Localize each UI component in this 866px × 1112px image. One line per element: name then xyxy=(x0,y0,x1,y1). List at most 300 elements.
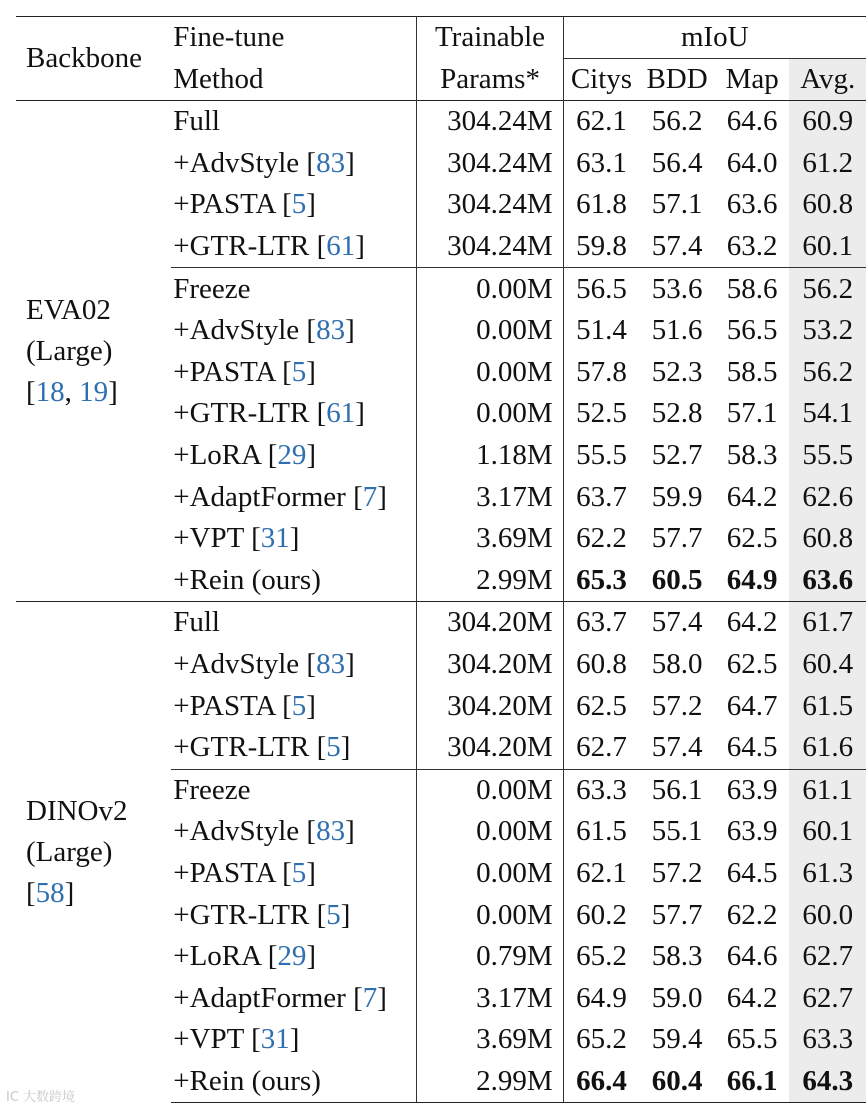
method-cell: +GTR-LTR [61] xyxy=(171,226,417,268)
method-cell: +LoRA [29] xyxy=(171,435,417,477)
citys-cell-value: 56.5 xyxy=(576,272,627,305)
bdd-cell xyxy=(639,644,715,686)
citys-cell-value: 60.8 xyxy=(576,648,627,681)
map-cell xyxy=(715,476,790,518)
method-cell xyxy=(171,101,417,143)
backbone-cell xyxy=(16,101,171,602)
citys-cell xyxy=(563,184,639,226)
map-cell-value: 66.1 xyxy=(726,1064,778,1097)
avg-cell-value: 62.7 xyxy=(802,940,854,973)
avg-cell-value: 60.0 xyxy=(802,898,854,931)
params-cell: 0.00M xyxy=(417,894,563,936)
avg-cell-value: 64.3 xyxy=(802,1064,854,1097)
backbone-name: (Large) xyxy=(26,334,113,367)
map-cell xyxy=(715,1061,790,1103)
citys-cell xyxy=(563,727,639,769)
avg-cell-value: 56.2 xyxy=(802,272,854,305)
bdd-cell xyxy=(639,936,715,978)
map-cell-value: 56.5 xyxy=(726,314,778,347)
method-name: +GTR-LTR xyxy=(173,731,310,764)
method-name: +GTR-LTR xyxy=(173,230,310,263)
avg-cell xyxy=(789,310,866,352)
citation-link: 19 xyxy=(79,375,109,408)
bdd-cell xyxy=(639,977,715,1019)
map-cell xyxy=(715,393,790,435)
map-cell xyxy=(715,310,790,352)
backbone-citation: [18, 19] xyxy=(26,375,118,408)
bdd-cell-value: 57.2 xyxy=(651,856,703,889)
map-cell xyxy=(715,143,790,185)
params-cell: 0.00M xyxy=(417,352,563,394)
citation-link: 58 xyxy=(35,876,65,909)
avg-cell xyxy=(789,226,866,268)
avg-cell-value: 60.1 xyxy=(802,230,854,263)
params-cell: 1.18M xyxy=(417,435,563,477)
table-row xyxy=(16,602,866,644)
citys-cell-value: 62.1 xyxy=(576,856,627,889)
params-cell: 304.24M xyxy=(417,226,563,268)
bdd-cell-value: 59.0 xyxy=(651,981,703,1014)
method-cell xyxy=(171,1061,417,1103)
map-cell xyxy=(715,184,790,226)
citys-cell xyxy=(563,518,639,560)
header-col-bdd: BDD xyxy=(646,63,708,95)
avg-cell-value: 60.9 xyxy=(802,105,854,138)
citys-cell-value: 52.5 xyxy=(576,397,627,430)
citation-link: 5 xyxy=(291,856,307,889)
citys-cell xyxy=(563,644,639,686)
citys-cell xyxy=(563,393,639,435)
avg-cell xyxy=(789,101,866,143)
bdd-cell-value: 57.4 xyxy=(651,230,703,263)
citys-cell-value: 62.2 xyxy=(576,522,627,555)
params-cell: 0.00M xyxy=(417,393,563,435)
backbone-citation: [58] xyxy=(26,876,75,909)
backbone-name: (Large) xyxy=(26,835,113,868)
map-cell xyxy=(715,894,790,936)
map-cell xyxy=(715,727,790,769)
bdd-cell-value: 56.4 xyxy=(651,146,703,179)
citys-cell xyxy=(563,352,639,394)
map-cell xyxy=(715,435,790,477)
avg-cell xyxy=(789,268,866,310)
method-name: +VPT xyxy=(173,1023,244,1056)
map-cell-value: 63.9 xyxy=(726,773,778,806)
params-cell: 0.00M xyxy=(417,268,563,310)
map-cell-value: 64.2 xyxy=(726,480,778,513)
method-cell: +GTR-LTR [61] xyxy=(171,393,417,435)
params-cell: 304.20M xyxy=(417,602,563,644)
citys-cell xyxy=(563,310,639,352)
method-name: +LoRA xyxy=(173,439,261,472)
avg-cell xyxy=(789,143,866,185)
bdd-cell xyxy=(639,143,715,185)
map-cell-value: 58.6 xyxy=(726,272,778,305)
avg-cell-value: 61.1 xyxy=(802,773,854,806)
bdd-cell xyxy=(639,1061,715,1103)
avg-cell-value: 60.8 xyxy=(802,522,854,555)
header-miou: mIoU xyxy=(563,17,866,59)
avg-cell xyxy=(789,1061,866,1103)
bdd-cell xyxy=(639,560,715,602)
bdd-cell-value: 57.4 xyxy=(651,606,703,639)
params-cell: 304.24M xyxy=(417,184,563,226)
avg-cell xyxy=(789,685,866,727)
bdd-cell xyxy=(639,268,715,310)
header-col-avg: Avg. xyxy=(789,59,866,101)
bdd-cell-value: 59.9 xyxy=(651,480,703,513)
citys-cell xyxy=(563,685,639,727)
bdd-cell xyxy=(639,769,715,811)
avg-cell-value: 62.6 xyxy=(802,480,854,513)
map-cell-value: 64.5 xyxy=(726,731,778,764)
citation-link: 29 xyxy=(277,940,307,973)
citys-cell xyxy=(563,143,639,185)
method-cell: +PASTA [5] xyxy=(171,853,417,895)
avg-cell-value: 63.3 xyxy=(802,1023,854,1056)
backbone-name: EVA02 xyxy=(26,293,111,326)
bdd-cell-value: 56.2 xyxy=(651,105,703,138)
map-cell xyxy=(715,268,790,310)
map-cell-value: 65.5 xyxy=(726,1023,778,1056)
citation-link: 7 xyxy=(362,480,378,513)
citation-link: 31 xyxy=(260,522,290,555)
avg-cell-value: 61.3 xyxy=(802,856,854,889)
params-cell: 0.00M xyxy=(417,310,563,352)
bdd-cell-value: 58.3 xyxy=(651,940,703,973)
avg-cell-value: 53.2 xyxy=(802,314,854,347)
citys-cell xyxy=(563,101,639,143)
params-cell: 0.00M xyxy=(417,769,563,811)
method-name: +AdvStyle xyxy=(173,314,300,347)
method-name: +Rein (ours) xyxy=(173,1064,321,1097)
avg-cell xyxy=(789,727,866,769)
method-cell: +AdaptFormer [7] xyxy=(171,977,417,1019)
map-cell-value: 58.5 xyxy=(726,355,778,388)
bdd-cell-value: 57.7 xyxy=(651,898,703,931)
avg-cell xyxy=(789,476,866,518)
bdd-cell xyxy=(639,101,715,143)
params-cell: 2.99M xyxy=(417,560,563,602)
params-cell: 0.00M xyxy=(417,811,563,853)
params-cell: 2.99M xyxy=(417,1061,563,1103)
method-name: Freeze xyxy=(173,773,251,806)
method-cell: +AdaptFormer [7] xyxy=(171,476,417,518)
bdd-cell-value: 52.3 xyxy=(651,355,703,388)
method-cell: +PASTA [5] xyxy=(171,352,417,394)
citys-cell xyxy=(563,811,639,853)
avg-cell-value: 63.6 xyxy=(802,563,854,596)
avg-cell xyxy=(789,602,866,644)
params-cell: 3.17M xyxy=(417,977,563,1019)
citys-cell xyxy=(563,226,639,268)
avg-cell xyxy=(789,352,866,394)
method-name: Freeze xyxy=(173,272,251,305)
bdd-cell-value: 57.2 xyxy=(651,689,703,722)
watermark: IC 大数跨境 xyxy=(6,1090,76,1105)
header-params-line2: Params* xyxy=(417,59,563,101)
map-cell xyxy=(715,769,790,811)
map-cell-value: 64.0 xyxy=(726,146,778,179)
method-cell: +AdvStyle [83] xyxy=(171,644,417,686)
method-name: +PASTA xyxy=(173,856,275,889)
avg-cell-value: 60.8 xyxy=(802,188,854,221)
map-cell-value: 64.6 xyxy=(726,940,778,973)
map-cell-value: 64.2 xyxy=(726,981,778,1014)
citys-cell xyxy=(563,936,639,978)
map-cell xyxy=(715,644,790,686)
avg-cell-value: 61.7 xyxy=(802,606,854,639)
params-cell: 3.69M xyxy=(417,1019,563,1061)
citys-cell-value: 66.4 xyxy=(576,1064,627,1097)
citation-link: 61 xyxy=(326,397,356,430)
results-table xyxy=(16,16,866,1103)
citation-link: 83 xyxy=(316,314,346,347)
avg-cell xyxy=(789,894,866,936)
bdd-cell-value: 52.7 xyxy=(651,439,703,472)
avg-cell-value: 55.5 xyxy=(802,439,854,472)
bdd-cell xyxy=(639,518,715,560)
backbone-name: DINOv2 xyxy=(26,794,128,827)
map-cell xyxy=(715,518,790,560)
header-col-citys: Citys xyxy=(570,63,633,95)
citys-cell xyxy=(563,894,639,936)
avg-cell xyxy=(789,977,866,1019)
params-cell: 3.17M xyxy=(417,476,563,518)
citys-cell-value: 65.2 xyxy=(576,1023,627,1056)
bdd-cell xyxy=(639,1019,715,1061)
avg-cell xyxy=(789,769,866,811)
citation-link: 5 xyxy=(291,355,307,388)
method-name: +PASTA xyxy=(173,355,275,388)
avg-cell xyxy=(789,936,866,978)
method-cell: +GTR-LTR [5] xyxy=(171,727,417,769)
map-cell-value: 64.2 xyxy=(726,606,778,639)
bdd-cell-value: 60.5 xyxy=(651,563,703,596)
avg-cell xyxy=(789,1019,866,1061)
header-col-map: Map xyxy=(725,63,779,95)
method-name: +AdvStyle xyxy=(173,146,300,179)
citation-link: 83 xyxy=(316,815,346,848)
citys-cell-value: 55.5 xyxy=(576,439,627,472)
method-cell xyxy=(171,560,417,602)
map-cell xyxy=(715,811,790,853)
bdd-cell xyxy=(639,476,715,518)
header-method-line2: Method xyxy=(171,59,417,101)
map-cell xyxy=(715,977,790,1019)
method-cell: +VPT [31] xyxy=(171,1019,417,1061)
citation-link: 7 xyxy=(362,981,378,1014)
bdd-cell-value: 57.4 xyxy=(651,731,703,764)
bdd-cell-value: 57.1 xyxy=(651,188,703,221)
params-cell: 304.20M xyxy=(417,727,563,769)
avg-cell-value: 60.4 xyxy=(802,648,854,681)
citys-cell-value: 63.3 xyxy=(576,773,627,806)
citation-link: 83 xyxy=(316,648,346,681)
avg-cell xyxy=(789,518,866,560)
citation-link: 5 xyxy=(326,731,341,764)
bdd-cell-value: 52.8 xyxy=(651,397,703,430)
avg-cell-value: 60.1 xyxy=(802,815,854,848)
citation-link: 5 xyxy=(291,188,307,221)
bdd-cell xyxy=(639,853,715,895)
map-cell xyxy=(715,853,790,895)
citys-cell xyxy=(563,560,639,602)
header-params-line1: Trainable xyxy=(417,17,563,59)
method-name: +GTR-LTR xyxy=(173,898,310,931)
params-cell: 304.20M xyxy=(417,644,563,686)
params-cell: 3.69M xyxy=(417,518,563,560)
map-cell-value: 62.5 xyxy=(726,648,778,681)
method-name: Full xyxy=(173,105,220,138)
method-cell: +VPT [31] xyxy=(171,518,417,560)
map-cell xyxy=(715,602,790,644)
map-cell-value: 64.5 xyxy=(726,856,778,889)
map-cell xyxy=(715,685,790,727)
citys-cell-value: 65.2 xyxy=(576,940,627,973)
method-cell xyxy=(171,769,417,811)
method-name: +PASTA xyxy=(173,689,275,722)
map-cell-value: 62.2 xyxy=(726,898,778,931)
map-cell-value: 64.9 xyxy=(726,563,778,596)
citation-link: 5 xyxy=(326,898,341,931)
citys-cell xyxy=(563,268,639,310)
avg-cell-value: 61.6 xyxy=(802,731,854,764)
citys-cell-value: 61.5 xyxy=(576,815,627,848)
method-name: +LoRA xyxy=(173,940,261,973)
method-cell xyxy=(171,602,417,644)
method-cell: +AdvStyle [83] xyxy=(171,811,417,853)
method-cell: +LoRA [29] xyxy=(171,936,417,978)
bdd-cell xyxy=(639,226,715,268)
header-method-line1: Fine-tune xyxy=(171,17,417,59)
citys-cell-value: 63.7 xyxy=(576,606,627,639)
citation-link: 31 xyxy=(260,1023,290,1056)
citys-cell xyxy=(563,435,639,477)
avg-cell xyxy=(789,393,866,435)
map-cell xyxy=(715,936,790,978)
method-name: +PASTA xyxy=(173,188,275,221)
bdd-cell xyxy=(639,685,715,727)
map-cell-value: 63.6 xyxy=(726,188,778,221)
avg-cell-value: 61.2 xyxy=(802,146,854,179)
header-backbone: Backbone xyxy=(16,17,171,101)
method-cell xyxy=(171,268,417,310)
map-cell xyxy=(715,560,790,602)
params-cell: 304.24M xyxy=(417,143,563,185)
citation-link: 29 xyxy=(277,439,307,472)
bdd-cell-value: 60.4 xyxy=(651,1064,703,1097)
avg-cell xyxy=(789,853,866,895)
params-cell: 0.00M xyxy=(417,853,563,895)
results-table-body xyxy=(16,17,866,1103)
citation-link: 18 xyxy=(35,375,65,408)
bdd-cell-value: 59.4 xyxy=(651,1023,703,1056)
citys-cell-value: 64.9 xyxy=(576,981,627,1014)
avg-cell xyxy=(789,184,866,226)
citation-link: 83 xyxy=(316,146,346,179)
map-cell-value: 63.2 xyxy=(726,230,778,263)
bdd-cell xyxy=(639,894,715,936)
params-cell: 304.24M xyxy=(417,101,563,143)
citys-cell xyxy=(563,769,639,811)
citys-cell xyxy=(563,853,639,895)
map-cell xyxy=(715,226,790,268)
map-cell-value: 62.5 xyxy=(726,522,778,555)
citys-cell xyxy=(563,977,639,1019)
avg-cell-value: 62.7 xyxy=(802,981,854,1014)
bdd-cell xyxy=(639,393,715,435)
method-name: +AdvStyle xyxy=(173,815,300,848)
bdd-cell xyxy=(639,310,715,352)
method-cell: +PASTA [5] xyxy=(171,184,417,226)
bdd-cell-value: 58.0 xyxy=(651,648,703,681)
citys-cell-value: 60.2 xyxy=(576,898,627,931)
bdd-cell xyxy=(639,352,715,394)
map-cell xyxy=(715,101,790,143)
method-name: Full xyxy=(173,606,220,639)
bdd-cell-value: 53.6 xyxy=(651,272,703,305)
map-cell-value: 64.7 xyxy=(726,689,778,722)
bdd-cell xyxy=(639,811,715,853)
citys-cell-value: 62.7 xyxy=(576,731,627,764)
backbone-cell xyxy=(16,602,171,1103)
avg-cell-value: 61.5 xyxy=(802,689,854,722)
avg-cell xyxy=(789,560,866,602)
bdd-cell xyxy=(639,602,715,644)
bdd-cell xyxy=(639,727,715,769)
bdd-cell-value: 51.6 xyxy=(651,314,703,347)
citys-cell-value: 61.8 xyxy=(576,188,627,221)
citys-cell xyxy=(563,602,639,644)
map-cell-value: 57.1 xyxy=(726,397,778,430)
map-cell-value: 63.9 xyxy=(726,815,778,848)
method-name: +GTR-LTR xyxy=(173,397,310,430)
avg-cell-value: 56.2 xyxy=(802,355,854,388)
method-cell: +AdvStyle [83] xyxy=(171,143,417,185)
map-cell-value: 58.3 xyxy=(726,439,778,472)
citys-cell-value: 57.8 xyxy=(576,355,627,388)
citys-cell-value: 62.5 xyxy=(576,689,627,722)
bdd-cell-value: 55.1 xyxy=(651,815,703,848)
method-name: +Rein (ours) xyxy=(173,563,321,596)
citys-cell-value: 62.1 xyxy=(576,105,627,138)
bdd-cell xyxy=(639,435,715,477)
citys-cell-value: 63.7 xyxy=(576,480,627,513)
method-cell: +GTR-LTR [5] xyxy=(171,894,417,936)
method-cell: +AdvStyle [83] xyxy=(171,310,417,352)
params-cell: 0.79M xyxy=(417,936,563,978)
citys-cell-value: 63.1 xyxy=(576,146,627,179)
bdd-cell-value: 57.7 xyxy=(651,522,703,555)
method-name: +AdaptFormer xyxy=(173,480,346,513)
citation-link: 61 xyxy=(326,230,356,263)
citys-cell-value: 59.8 xyxy=(576,230,627,263)
map-cell xyxy=(715,1019,790,1061)
method-cell: +PASTA [5] xyxy=(171,685,417,727)
avg-cell xyxy=(789,435,866,477)
map-cell xyxy=(715,352,790,394)
bdd-cell-value: 56.1 xyxy=(651,773,703,806)
citys-cell-value: 65.3 xyxy=(576,563,627,596)
avg-cell-value: 54.1 xyxy=(802,397,854,430)
citys-cell xyxy=(563,476,639,518)
method-name: +AdvStyle xyxy=(173,648,300,681)
bdd-cell xyxy=(639,184,715,226)
header-row-1 xyxy=(16,17,866,59)
table-row xyxy=(16,101,866,143)
avg-cell xyxy=(789,644,866,686)
